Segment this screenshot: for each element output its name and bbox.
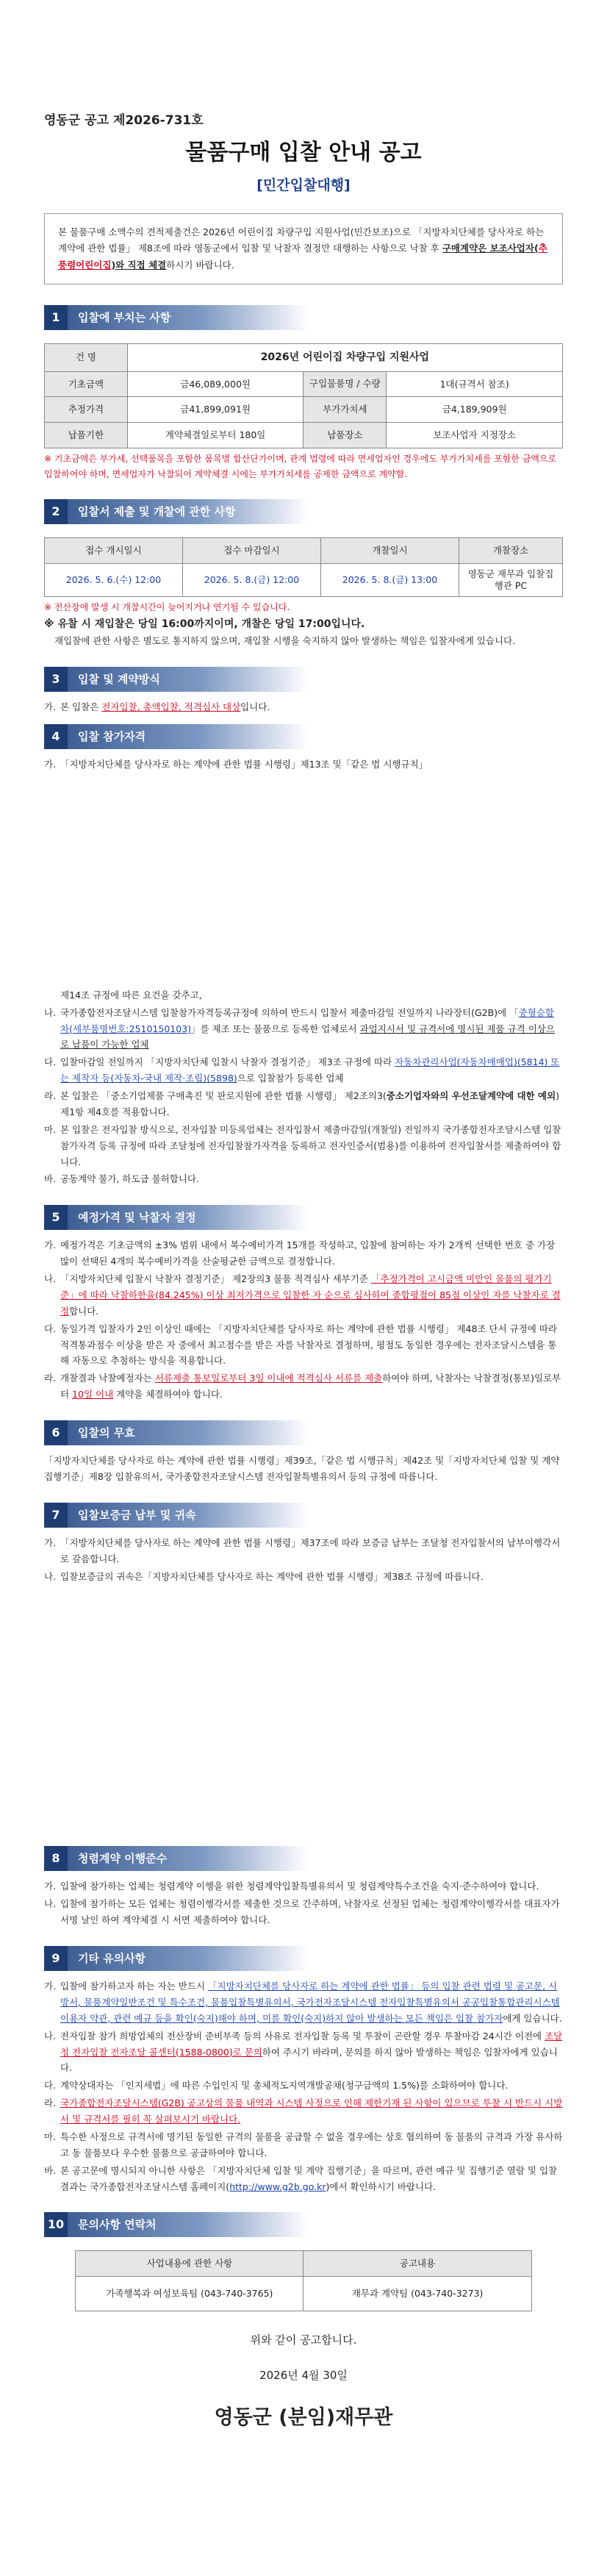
label-name: 건 명 (45, 344, 128, 372)
section-title: 예정가격 및 낙찰자 결정 (68, 1205, 309, 1230)
section-number: 8 (44, 1846, 68, 1871)
section-number: 3 (44, 667, 68, 692)
list-item: 라. 국가종합전자조달시스템(G2B) 공고상의 물품 내역과 시스템 사정으로 인해 제한기재 된 사항이 있으므로 투찰 시 반드시 시방서 및 규격서를 필히 꼭 살펴보시기 바랍니다. (44, 2097, 563, 2125)
col-header: 개찰장소 (459, 537, 563, 563)
value-vat: 금4,189,909원 (387, 397, 563, 423)
intro-end: 하시기 바랍니다. (166, 259, 234, 271)
invalid-bid-text: 「지방자치단체를 당사자로 하는 계약에 관한 법률 시행령」제39조,「같은 법 시행규칙」제42조 및「지방자치단체 입찰 및 계약집행기준」제8장 입찰유의서, 국가종합전자조달시스템 전자입찰특별유의서 등의 규정에 따릅니다. (44, 1455, 560, 1482)
col-header: 접수 개시일시 (45, 537, 183, 563)
blank-space (44, 774, 563, 987)
col-header: 공고내용 (304, 2251, 531, 2277)
list-item: 다. 계약상대자는 「인지세법」에 따른 수입인지 및 총체적도지역개발공채(청구금액의 1.5%)를 소화하여야 합니다. (44, 2080, 509, 2092)
list-item: 나. 입찰에 참가하는 모든 업체는 청렴이행각서를 제출한 것으로 간주하며, 낙찰자로 선정된 업체는 청렴계약이행각서를 대표자가 서명 날인 하여 계약체결 시 서면 제출하여야 합니다. (44, 1898, 560, 1926)
section-number: 7 (44, 1503, 68, 1528)
section-2-header (44, 499, 309, 524)
system-note: ※ 전산장애 발생 시 개찰시간이 늦어지거나 연기될 수 있습니다. (44, 602, 290, 613)
list-item: 바. 공동계약 불가, 하도급 불허합니다. (44, 1173, 199, 1185)
section-number: 5 (44, 1205, 68, 1230)
value-unit: 1대(규격서 참조) (387, 371, 563, 397)
contact-table (75, 2250, 531, 2311)
list-item: 나. 국가종합전자조달시스템 입찰참가자격등록규정에 의하여 반드시 입찰서 제출마감일 전일까지 나라장터(G2B)에 「중형승합차(세부품명번호:2510150103)」를 제조 또는 물품으로 등록한 업체로서 과업지시서 및 규격서에 명시된 제품 규격 이상으로 납품이 가능한 업체 (44, 1006, 555, 1051)
list-item: 가. 「지방자치단체를 당사자로 하는 계약에 관한 법률 시행령」제37조에 따라 보증금 납부는 조달청 전자입찰서의 납부이행각서로 갈음합니다. (44, 1536, 561, 1564)
col-header: 접수 마감일시 (183, 537, 321, 563)
section-number: 2 (44, 499, 68, 524)
value-base: 금46,089,000원 (127, 371, 304, 397)
list-item: 라. 개찰결과 낙찰예정자는 서류제출 통보일로부터 3일 이내에 적격심사 서류를 제출하여야 하며, 낙찰자는 낙찰결정(통보)일로부터 10일 이내 계약을 체결하여야 합니다. (44, 1373, 561, 1400)
notice-number: 영동군 공고 제2026-731호 (44, 113, 204, 128)
section-3-header (44, 667, 309, 692)
intro-text: 본 물품구매 소액수의 견적제출건은 2026년 어린이집 차량구입 지원사업(민간보조)으로 「지방자치단체를 당사자로 하는 계약에 관한 법률」 제8조에 따라 영동군에서 입찰 및 낙찰자 결정만 대행하는 사항으로 낙찰 후 (58, 226, 545, 254)
col-header: 사업내용에 관한 사항 (76, 2251, 304, 2277)
intro-direct: )와 직접 체결 (111, 259, 167, 271)
bid-method: 전자입찰, 총액입찰, 적격심사 대상 (101, 701, 241, 713)
section-4-header (44, 724, 309, 749)
contact-notice: 재무과 계약팀 (043-740-3273) (304, 2277, 531, 2311)
section-6-header (44, 1420, 309, 1445)
list-item: 가. 입찰에 참가하고자 하는 자는 반드시 「지방자치단체를 당사자로 하는 계약에 관한 법률」 등의 입찰 관련 법령 및 공고문, 시방서, 물품계약일반조건 및 특수조건, 물품입찰특별유의서, 국가전자조달시스템 전자입찰특별유의서 공공입찰통합관리시스템 이용자 약관, 관련 예규 등을 확인(숙지)해야 하며, 미를 확인(숙지)하지 않아 발생하는 모든 책임은 입찰 참가자에게 있습니다. (44, 1981, 562, 2024)
section-title: 입찰 및 계약방식 (68, 667, 309, 692)
page-title: 물품구매 입찰 안내 공고 (185, 139, 422, 165)
list-item: 마. 본 입찰은 전자입찰 방식으로, 전자입찰 미등록업체는 전자입찰서 제출마감일(개찰일) 전일까지 국가종합전자조달시스템 입찰참가자격 등록 규정에 따라 조달청에 전자입찰참가자격을 등록하고 전자인증서(범용)를 이용하여 전자입찰서를 제출하여야 합니다. (44, 1123, 561, 1167)
value-name: 2026년 어린이집 차량구입 지원사업 (127, 344, 562, 372)
section-number: 4 (44, 724, 68, 749)
list-item: 다. 입찰마감일 전일까지 「지방자치단체 입찰시 낙찰자 결정기준」 제3조 규정에 따라 자동차관리사업(자동차매매업)(5814) 또는 제작자 등(자동차-국내 제작·조립)(5898)으로 입찰참가 등록한 업체 (44, 1056, 560, 1084)
label-delivery: 납품기한 (45, 423, 128, 448)
cell-close: 2026. 5. 8.(금) 12:00 (183, 563, 321, 597)
list-item: 나. 「지방자치단체 입찰시 낙찰자 결정기준」 제2장의3 물품 적격심사 세부기준 「추정가격이 고시금액 미만인 물품의 평가기준」에 따라 낙찰하한율(84.245%) 이상 최저가격으로 입찰한 자 순으로 심사하여 종합평점이 85점 이상인 자를 낙찰자로 결정합니다. (44, 1273, 561, 1317)
page-subtitle: [민간입찰대행] (256, 177, 351, 194)
col-header: 개찰일시 (321, 537, 459, 563)
section-title: 입찰의 무효 (68, 1420, 309, 1445)
label-unit: 구입물품명 / 수량 (304, 371, 387, 397)
section-9-header (44, 1946, 309, 1971)
list-item: 가. 「지방자치단체를 당사자로 하는 계약에 관한 법률 시행령」제13조 및「같은 법 시행규칙」 (44, 758, 428, 770)
cell-opening: 2026. 5. 8.(금) 13:00 (321, 563, 459, 597)
intro-operator: 추풍령어린이집 (58, 243, 547, 271)
list-item: 나. 전자입찰 참가 희망업체의 전산장비 준비부족 등의 사유로 전자입찰 등록 및 투찰이 곤란할 경우 투찰마감 24시간 이전에 조달청 전자입찰 전자조달 콜센터(1588-0800)로 문의하여 주시기 바라며, 문의를 하지 않아 발생하는 책임은 입찰자에게 있습니다. (44, 2030, 563, 2074)
cell-place: 영동군 재무과 입찰집행관 PC (459, 563, 563, 597)
notice-date: 2026년 4월 30일 (259, 2369, 348, 2383)
section-title: 입찰 참가자격 (68, 724, 309, 749)
bid-items-table (44, 343, 563, 448)
section-title: 청렴계약 이행준수 (68, 1846, 309, 1871)
section-number: 9 (44, 1946, 68, 1971)
label-vat: 부가가치세 (304, 397, 387, 423)
schedule-table (44, 537, 563, 597)
section-1-header (44, 305, 309, 330)
label-est: 추정가격 (45, 397, 128, 423)
list-item: 나. 입찰보증금의 귀속은「지방자치단체를 당사자로 하는 계약에 관한 법률 시행령」제38조 규정에 따릅니다. (44, 1570, 484, 1582)
section-number: 10 (44, 2212, 68, 2237)
section-title: 입찰서 제출 및 개찰에 관한 사항 (68, 499, 309, 524)
contact-project: 가족행복과 여성보육팀 (043-740-3765) (76, 2277, 304, 2311)
section-number: 1 (44, 305, 68, 330)
intro-contract: 구매계약은 보조사업자( (442, 243, 539, 254)
label-base: 기초금액 (45, 371, 128, 397)
section-title: 입찰에 부치는 사항 (68, 305, 309, 330)
value-place: 보조사업자 지정장소 (387, 423, 563, 448)
section-title: 문의사항 연락처 (68, 2212, 309, 2237)
list-item: 가. 본 입찰은 전자입찰, 총액입찰, 적격심사 대상입니다. (44, 701, 270, 713)
cell-open: 2026. 5. 6.(수) 12:00 (45, 563, 183, 597)
label-place: 납품장소 (304, 423, 387, 448)
list-item: 다. 동일가격 입찰자가 2인 이상인 때에는 「지방자치단체를 당사자로 하는 계약에 관한 법률 시행령」 제48조 단서 규정에 따라 적격통과점수 이상을 받은 자 중에서 최고점수를 받은 자를 낙찰자로 결정하며, 평점도 동일한 경우에는 전자조달시스템을 통해 자동으로 추첨하는 방식을 적용합니다. (44, 1323, 557, 1367)
section-8-header (44, 1846, 309, 1871)
list-item: 제14조 규정에 따른 요건을 갖추고, (60, 989, 202, 1001)
section-10-header (44, 2212, 309, 2237)
list-item: 가. 예정가격은 기초금액의 ±3% 범위 내에서 복수예비가격 15개를 작성하고, 입찰에 참여하는 자가 2개씩 선택한 번호 중 가장 많이 선택된 4개의 복수예비가격을 산술평균한 금액으로 결정합니다. (44, 1239, 556, 1267)
value-delivery: 계약체결일로부터 180일 (127, 423, 304, 448)
rebid-detail: 재입찰에 관한 사항은 별도로 통지하지 않으며, 재입찰 시행을 숙지하지 않아 발생하는 책임은 입찰자에게 있습니다. (54, 635, 516, 647)
section-title: 입찰보증금 납부 및 귀속 (68, 1503, 309, 1528)
section-number: 6 (44, 1420, 68, 1445)
closing-text: 위와 같이 공고합니다. (250, 2333, 357, 2347)
blank-space (44, 1586, 563, 1828)
intro-box (44, 213, 563, 285)
section-5-header (44, 1205, 309, 1230)
section-title: 기타 유의사항 (68, 1946, 309, 1971)
issuing-org: 영동군 (분임)재무관 (214, 2405, 393, 2429)
rebid-note: ※ 유찰 시 재입찰은 당일 16:00까지이며, 개찰은 당일 17:00입니다. (44, 618, 365, 630)
section-7-header (44, 1503, 309, 1528)
list-item: 가. 입찰에 참가하는 업체는 청렴계약 이행을 위한 청렴계약입찰특별유의서 및 청렴계약특수조건을 숙지·준수하여야 합니다. (44, 1881, 539, 1892)
list-item: 마. 특수한 사정으로 규격서에 명기된 동일한 규격의 물품을 공급할 수 없을 경우에는 상호 협의하여 동 물품의 규격과 가장 유사하고 동 물품보다 우수한 물품으로 공급하여야 합니다. (44, 2130, 563, 2158)
list-item: 바. 본 공고문에 명시되지 아니한 사항은 「지방자치단체 입찰 및 계약 집행기준」을 따르며, 관련 예규 및 집행기준 열람 및 입찰결과는 국가종합전자조달시스템 홈페이지(http://www.g2b.go.kr)에서 확인하시기 바랍니다. (44, 2164, 558, 2192)
g2b-link[interactable]: http://www.g2b.go.kr (229, 2180, 326, 2192)
value-est: 금41,899,091원 (127, 397, 304, 423)
list-item: 라. 본 입찰은 「중소기업제품 구매촉진 및 판로지원에 관한 법률 시행령」 제2조의3(중소기업자와의 우선조달계약에 대한 예외) 제1항 제4호를 적용합니다. (44, 1090, 560, 1117)
base-amount-note: ※ 기초금액은 부가세, 선택품목을 포함한 품목별 합산단가이며, 관계 법령에 따라 면세업자인 경우에도 부가가치세를 포함한 금액으로 입찰하여야 하며, 면세업자가 낙찰되어 계약체결 시에는 부가가치세를 공제한 금액으로 계약함. (44, 454, 557, 479)
